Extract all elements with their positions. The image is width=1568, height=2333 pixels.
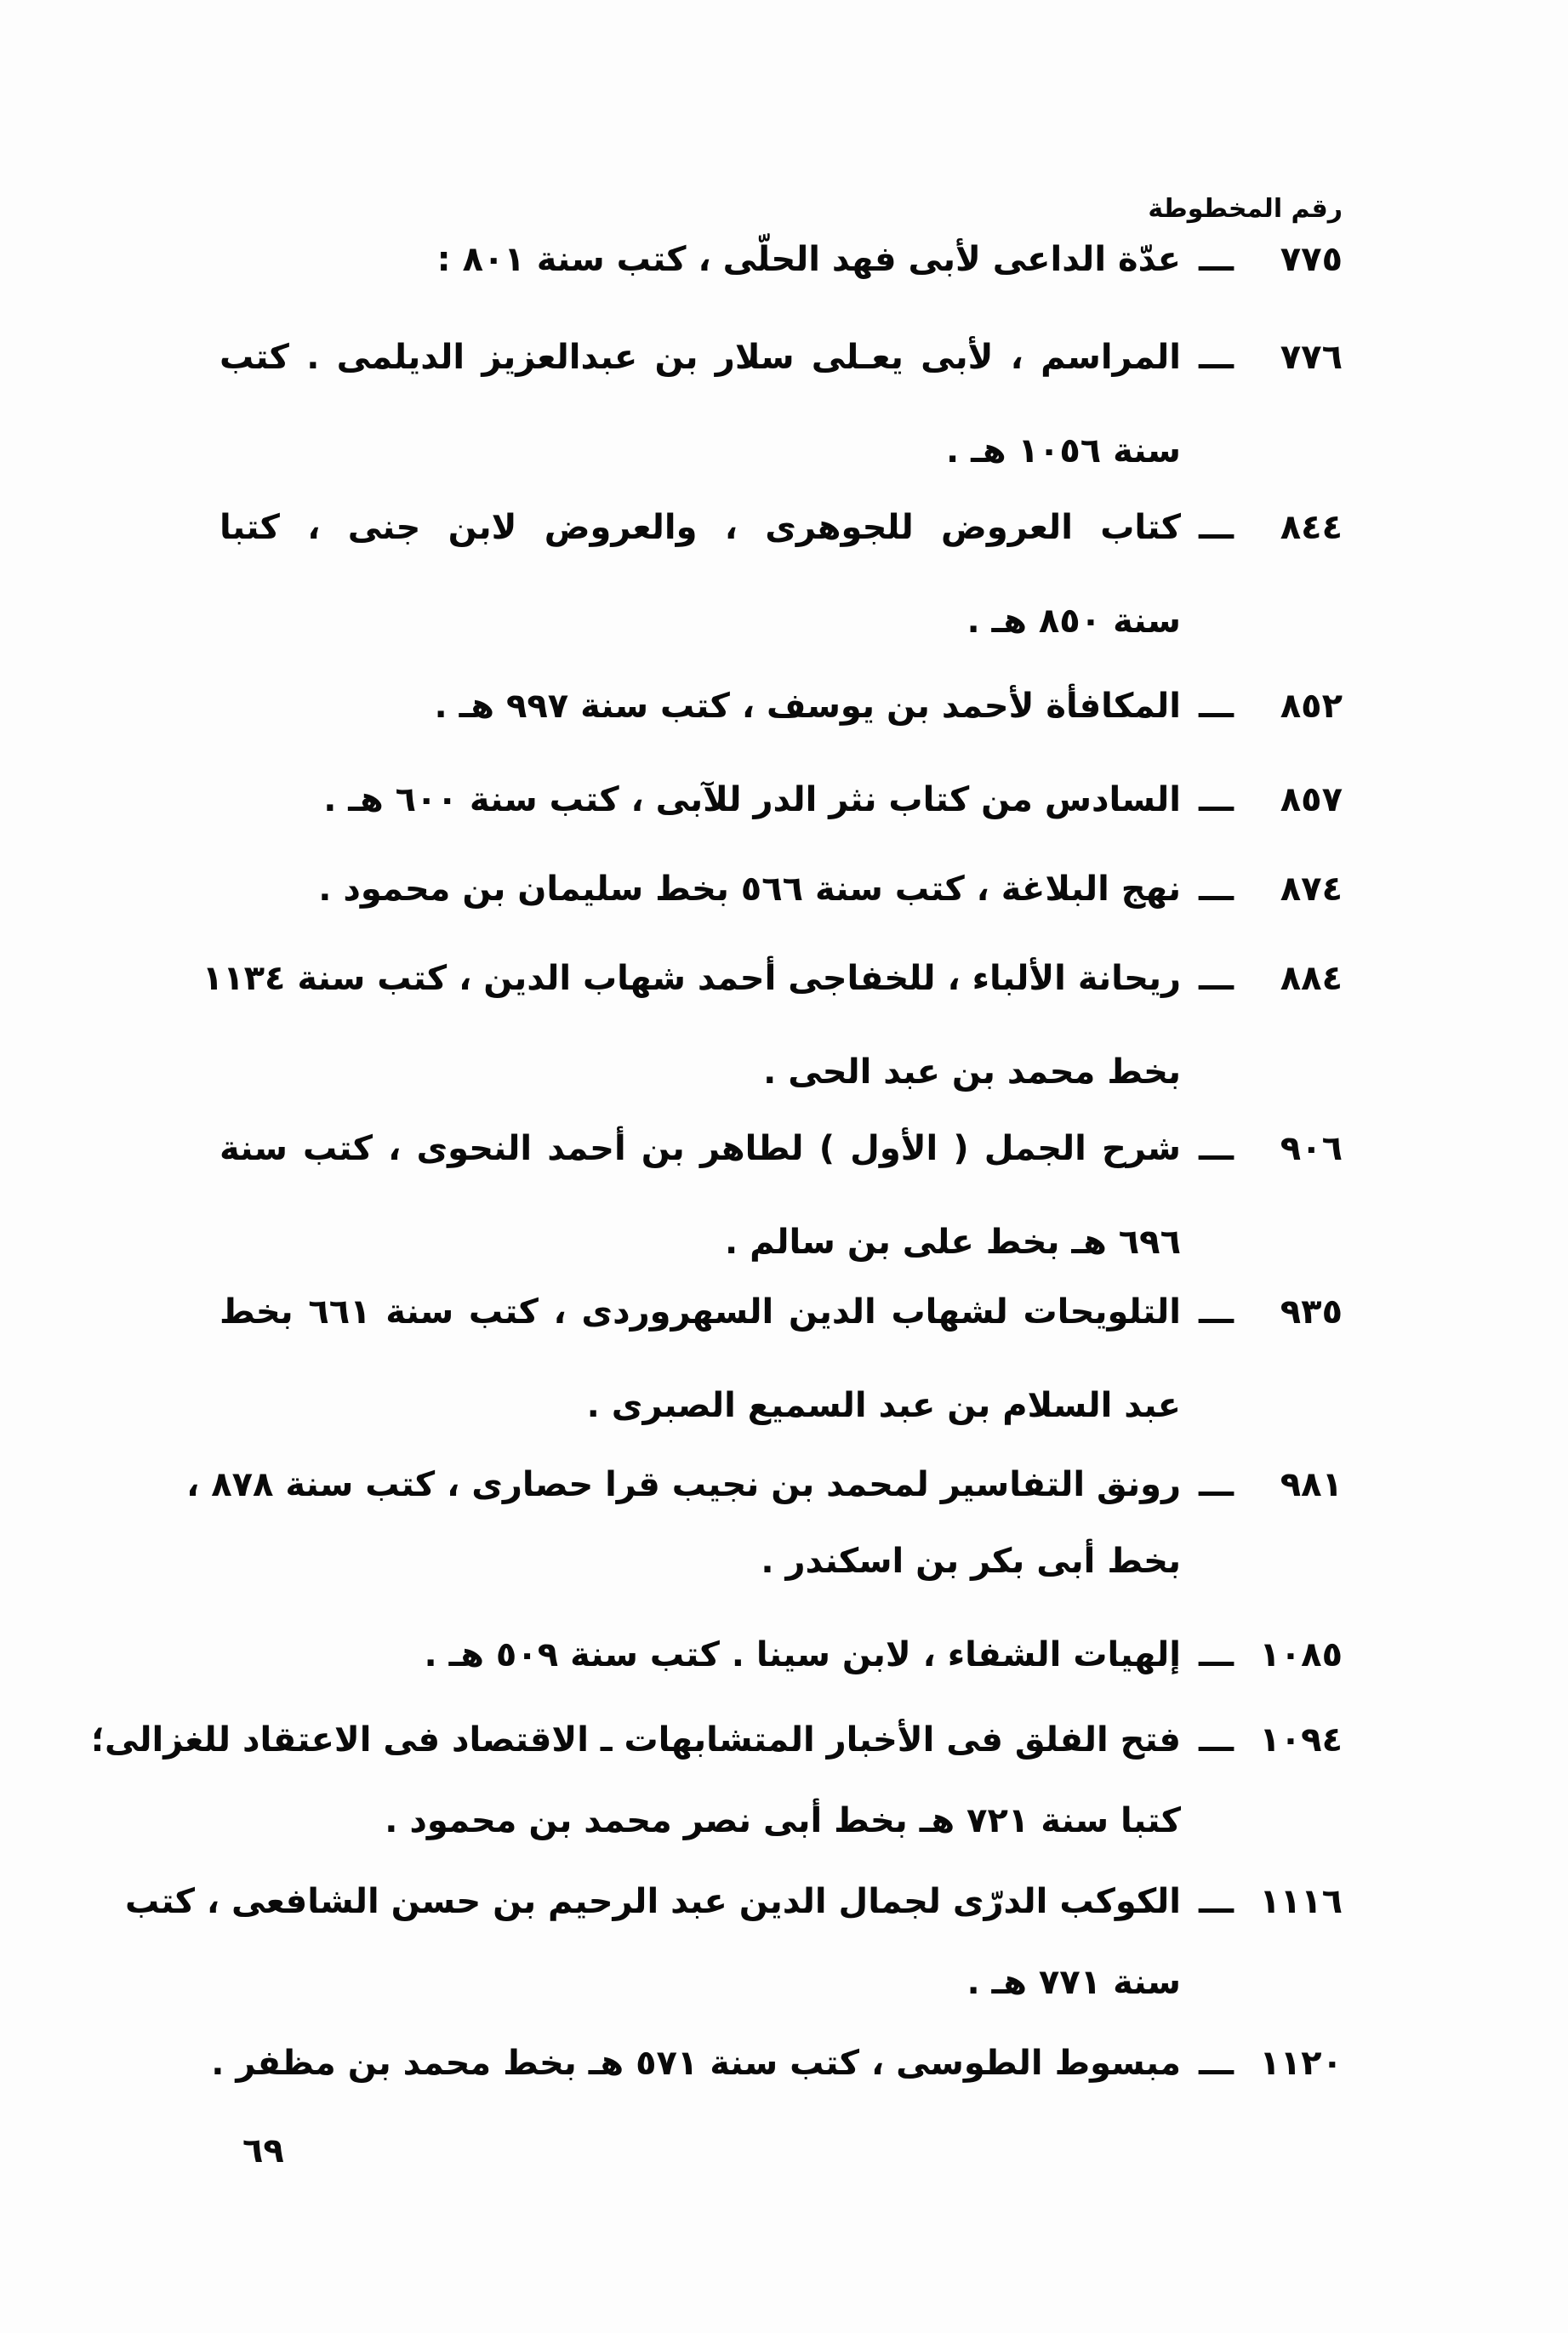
manuscript-number-column-label: رقم المخطوطة (1148, 194, 1343, 224)
manuscript-number: ٩٨١ (1280, 1465, 1343, 1504)
manuscript-number: ٧٧٥ (1280, 240, 1343, 279)
entry-857 (220, 774, 1343, 825)
entry-text: الكوكب الدرّى لجمال الدين عبد الرحيم بن حسن الشافعى ، كتب (125, 1882, 1181, 1921)
entry-text: التلويحات لشهاب الدين السهروردى ، كتب سنة ٦٦١ بخط (220, 1292, 1181, 1332)
manuscript-number: ٩٠٦ (1280, 1129, 1343, 1168)
manuscript-number: ٨٥٧ (1280, 780, 1343, 819)
manuscript-number: ١٠٩٤ (1259, 1720, 1343, 1760)
entry-text-continued: سنة ١٠٥٦ هـ . (946, 431, 1181, 471)
entry-852 (220, 681, 1343, 732)
page-number: ٦٩ (242, 2131, 284, 2170)
manuscript-number: ١١١٦ (1259, 1882, 1343, 1921)
entry-text-continued: ٦٩٦ هـ بخط على بن سالم . (725, 1223, 1181, 1262)
separator-dash: ـــ (1198, 2044, 1234, 2083)
manuscript-number: ١١٢٠ (1259, 2044, 1343, 2083)
separator-dash: ـــ (1198, 687, 1234, 726)
manuscript-number: ١٠٨٥ (1259, 1635, 1343, 1674)
entry-1116 (125, 1876, 1343, 2008)
entry-text-continued: عبد السلام بن عبد السميع الصبرى . (586, 1386, 1181, 1425)
entry-775 (220, 234, 1343, 285)
entry-1085 (220, 1629, 1343, 1680)
entry-text: عدّة الداعى لأبى فهد الحلّى ، كتب سنة ٨٠١ : (436, 240, 1181, 279)
entry-text-continued: بخط أبى بكر بن اسكندر . (761, 1542, 1181, 1581)
separator-dash: ـــ (1198, 1129, 1234, 1168)
entry-text: نهج البلاغة ، كتب سنة ٥٦٦ بخط سليمان بن محمود . (318, 870, 1181, 909)
separator-dash: ـــ (1198, 780, 1234, 819)
manuscript-number: ٨٥٢ (1280, 687, 1343, 726)
entry-776 (220, 332, 1343, 476)
entry-text: كتاب العروض للجوهرى ، والعروض لابن جنى ، كتبا (220, 508, 1181, 547)
entry-884 (202, 953, 1343, 1098)
manuscript-number: ٩٣٥ (1280, 1292, 1343, 1332)
entry-935 (220, 1286, 1343, 1431)
separator-dash: ـــ (1198, 870, 1234, 909)
entry-text-continued: سنة ٨٥٠ هـ . (966, 602, 1181, 641)
separator-dash: ـــ (1198, 508, 1234, 547)
separator-dash: ـــ (1198, 1720, 1234, 1760)
entry-1120 (211, 2038, 1343, 2089)
separator-dash: ـــ (1198, 1465, 1234, 1504)
entry-text-continued: سنة ٧٧١ هـ . (966, 1963, 1181, 2002)
separator-dash: ـــ (1198, 959, 1234, 998)
separator-dash: ـــ (1198, 1635, 1234, 1674)
entry-text: السادس من كتاب نثر الدر للآبى ، كتب سنة ٦٠٠ هـ . (323, 780, 1181, 819)
entry-text: مبسوط الطوسى ، كتب سنة ٥٧١ هـ بخط محمد بن مظفر . (211, 2044, 1181, 2083)
entry-844 (220, 502, 1343, 647)
separator-dash: ـــ (1198, 240, 1234, 279)
separator-dash: ـــ (1198, 1882, 1234, 1921)
entry-874 (220, 864, 1343, 915)
entry-text: فتح الفلق فى الأخبار المتشابهات ـ الاقتصاد فى الاعتقاد للغزالى؛ (91, 1720, 1181, 1760)
manuscript-number: ٧٧٦ (1280, 338, 1343, 377)
entry-text: رونق التفاسير لمحمد بن نجيب قرا حصارى ، كتب سنة ٨٧٨ ، (186, 1465, 1181, 1504)
entry-text: ريحانة الألباء ، للخفاجى أحمد شهاب الدين ، كتب سنة ١١٣٤ (202, 959, 1181, 998)
separator-dash: ـــ (1198, 338, 1234, 377)
entry-1094 (91, 1714, 1343, 1846)
manuscript-number: ٨٤٤ (1280, 508, 1343, 547)
manuscript-number: ٨٧٤ (1280, 870, 1343, 909)
entry-981 (186, 1459, 1343, 1587)
entry-906 (220, 1123, 1343, 1268)
entry-text: المراسم ، لأبى يعـلى سلار بن عبدالعزيز الديلمى . كتب (220, 338, 1181, 377)
entry-text: المكافأة لأحمد بن يوسف ، كتب سنة ٩٩٧ هـ . (434, 687, 1181, 726)
entry-text: شرح الجمل ( الأول ) لطاهر بن أحمد النحوى ، كتب سنة (220, 1129, 1181, 1168)
entry-text: إلهيات الشفاء ، لابن سينا . كتب سنة ٥٠٩ هـ . (424, 1635, 1181, 1674)
manuscript-number: ٨٨٤ (1280, 959, 1343, 998)
separator-dash: ـــ (1198, 1292, 1234, 1332)
entry-text-continued: بخط محمد بن عبد الحى . (763, 1052, 1181, 1092)
entry-text-continued: كتبا سنة ٧٢١ هـ بخط أبى نصر محمد بن محمود . (385, 1801, 1181, 1840)
